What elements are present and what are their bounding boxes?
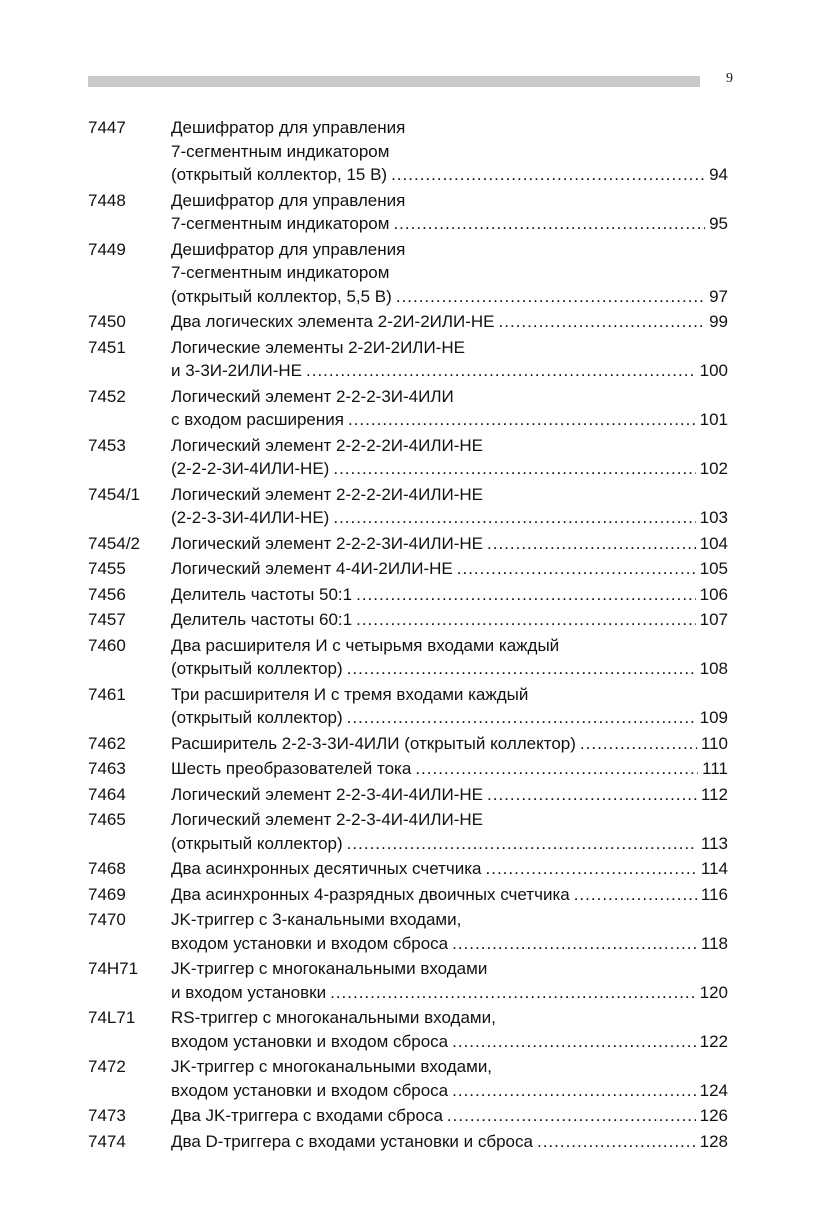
chip-code: 7454/1 [88,484,140,504]
description-line: входом установки и входом сброса [171,1080,449,1100]
description-line: Дешифратор для управления [171,190,406,210]
entry-description [171,583,728,607]
page-ref: 109 [699,708,728,727]
chip-code: 7447 [88,118,126,137]
entry-description [171,608,728,632]
chip-code: 7474 [88,1131,126,1151]
entry-description [171,908,728,955]
page-ref: 128 [699,1131,728,1151]
description-line: Делитель частоты 50:1 [171,584,353,604]
entry-description [171,116,728,187]
entry-description [171,683,728,730]
description-line: 7-сегментным индикатором [171,214,390,233]
description-line: (2-2-2-3И-4ИЛИ-НЕ) [171,459,330,478]
dot-leader [580,732,697,756]
toc-entry [88,310,728,334]
toc-entry [88,1130,728,1154]
toc-entry [88,1006,728,1053]
page-ref: 110 [700,733,728,753]
entry-description [171,238,728,309]
dot-leader [537,1130,696,1154]
description-line: Логический элемент 2-2-2-3И-4ИЛИ [171,386,454,406]
description-line: с входом расширения [171,410,344,429]
toc-entry [88,532,728,556]
description-line: Логические элементы 2-2И-2ИЛИ-НЕ [171,337,465,357]
description-line: Два асинхронных десятичных счетчика [171,859,482,878]
toc-entry [88,883,728,907]
chip-code: 7450 [88,312,126,331]
toc-entry [88,483,728,530]
description-line: Логический элемент 2-2-3-4И-4ИЛИ-НЕ [171,784,483,804]
page-ref: 104 [699,533,728,553]
entry-description [171,434,728,481]
dot-leader [333,506,695,530]
toc-entry [88,1104,728,1128]
toc-entry [88,434,728,481]
chip-code: 7464 [88,784,126,804]
description-line: JK-триггер с 3-канальными входами, [171,910,462,929]
dot-leader [356,583,696,607]
entry-description [171,1130,728,1154]
page-ref: 94 [709,165,728,184]
chip-code: 7454/2 [88,533,140,553]
page-ref: 124 [699,1080,728,1100]
page-ref: 107 [699,610,728,629]
description-line: входом установки и входом сброса [171,933,449,953]
toc-entry [88,957,728,1004]
chip-code: 7451 [88,337,126,357]
toc-entry [88,808,728,855]
toc-entry [88,557,728,581]
dot-leader [487,532,696,556]
description-line: 7-сегментным индикатором [171,141,390,161]
page-ref: 99 [709,312,728,331]
dot-leader [391,163,705,187]
chip-code: 7470 [88,910,126,929]
description-line: Дешифратор для управления [171,118,406,137]
dot-leader [447,1104,696,1128]
description-line: (открытый коллектор) [171,833,343,853]
description-line: входом установки и входом сброса [171,1031,449,1051]
chip-code: 7452 [88,386,126,406]
toc-entry [88,732,728,756]
dot-leader [457,557,696,581]
page-ref: 111 [702,759,728,778]
page-ref: 114 [700,859,728,878]
description-line: Шесть преобразователей тока [171,759,412,778]
entry-description [171,189,728,236]
description-line: Логический элемент 2-2-2-3И-4ИЛИ-НЕ [171,533,483,553]
page-ref: 95 [709,214,728,233]
description-line: Делитель частоты 60:1 [171,610,353,629]
entry-description [171,557,728,581]
description-line: Два логических элемента 2-2И-2ИЛИ-НЕ [171,312,495,331]
chip-code: 7453 [88,435,126,455]
dot-leader [356,608,696,632]
page-ref: 108 [699,659,728,678]
dot-leader [486,857,697,881]
description-line: Два расширителя И с четырьмя входами каждый [171,635,560,655]
toc-entry [88,908,728,955]
page-ref: 126 [699,1106,728,1125]
chip-code: 7460 [88,635,126,655]
toc-entry [88,608,728,632]
description-line: Два JK-триггера с входами сброса [171,1106,443,1125]
entry-description [171,857,728,881]
dot-leader [347,706,696,730]
page-ref: 113 [700,833,728,853]
dot-leader [499,310,706,334]
toc-entry [88,238,728,309]
chip-code: 74H71 [88,959,139,978]
description-line: Три расширителя И с тремя входами каждый [171,684,529,704]
dot-leader [396,285,705,309]
entry-description [171,532,728,556]
description-line: (открытый коллектор) [171,708,343,727]
entry-description [171,385,728,432]
chip-code: 7469 [88,884,126,904]
dot-leader [347,657,696,681]
page-ref: 122 [699,1031,728,1051]
page-ref: 116 [700,884,728,904]
chip-code: 7463 [88,759,126,778]
toc-entry [88,116,728,187]
description-line: (открытый коллектор) [171,659,343,678]
page-ref: 102 [699,459,728,478]
description-line: (открытый коллектор, 15 В) [171,165,388,184]
description-line: Логический элемент 2-2-2-2И-4ИЛИ-НЕ [171,435,483,455]
chip-code: 7448 [88,190,126,210]
header-rule [88,76,700,87]
description-line: Два D-триггера с входами установки и сброса [171,1131,533,1151]
description-line: Расширитель 2-2-3-3И-4ИЛИ (открытый коллектор) [171,733,576,753]
description-line: RS-триггер с многоканальными входами, [171,1008,496,1027]
toc-entry [88,634,728,681]
chip-code: 7449 [88,239,126,259]
page-ref: 101 [699,410,728,429]
dot-leader [415,757,698,781]
entry-description [171,732,728,756]
entry-description [171,1006,728,1053]
chip-code: 7457 [88,610,126,629]
chip-code: 7472 [88,1057,126,1076]
description-line: Дешифратор для управления [171,239,406,259]
chip-code: 7461 [88,684,126,704]
toc-entry [88,783,728,807]
description-line: Логический элемент 4-4И-2ИЛИ-НЕ [171,559,453,578]
description-line: Два асинхронных 4-разрядных двоичных счетчика [171,884,570,904]
entry-description [171,1104,728,1128]
description-line: JK-триггер с многоканальными входами, [171,1057,493,1076]
toc-entry [88,189,728,236]
entry-description [171,883,728,907]
description-line: и 3-3И-2ИЛИ-НЕ [171,361,302,380]
chip-code: 7465 [88,810,126,829]
dot-leader [333,457,695,481]
page-ref: 105 [699,559,728,578]
page-number: 9 [726,71,733,86]
entry-description [171,483,728,530]
page-ref: 97 [709,286,728,306]
description-line: 7-сегментным индикатором [171,263,390,282]
entry-description [171,783,728,807]
toc-entry [88,583,728,607]
entry-description [171,1055,728,1102]
chip-code: 7468 [88,859,126,878]
chip-code: 7473 [88,1106,126,1125]
chip-code: 7456 [88,584,126,604]
dot-leader [452,1079,696,1103]
toc-entry [88,757,728,781]
dot-leader [452,932,697,956]
toc-entry [88,1055,728,1102]
description-line: JK-триггер с многоканальными входами [171,959,488,978]
dot-leader [487,783,697,807]
description-line: Логический элемент 2-2-3-4И-4ИЛИ-НЕ [171,810,483,829]
toc-entry [88,857,728,881]
entry-description [171,957,728,1004]
dot-leader [574,883,697,907]
dot-leader [348,408,696,432]
page-ref: 103 [699,508,728,527]
dot-leader [347,832,697,856]
toc-entry [88,385,728,432]
entry-description [171,336,728,383]
dot-leader [330,981,696,1005]
chip-code: 7462 [88,733,126,753]
page-ref: 120 [699,982,728,1002]
page-ref: 112 [700,784,728,804]
page-ref: 106 [699,584,728,604]
entry-description [171,634,728,681]
chip-code: 7455 [88,559,126,578]
entry-description [171,808,728,855]
dot-leader [393,212,705,236]
description-line: (открытый коллектор, 5,5 В) [171,286,392,306]
chip-code: 74L71 [88,1008,136,1027]
entry-description [171,310,728,334]
dot-leader [452,1030,696,1054]
description-line: Логический элемент 2-2-2-2И-4ИЛИ-НЕ [171,484,483,504]
toc-entry [88,683,728,730]
entry-description [171,757,728,781]
description-line: и входом установки [171,982,327,1002]
table-of-contents [88,116,728,1155]
page-ref: 100 [699,361,728,380]
dot-leader [306,359,696,383]
toc-entry [88,336,728,383]
description-line: (2-2-3-3И-4ИЛИ-НЕ) [171,508,330,527]
page-ref: 118 [700,933,728,953]
